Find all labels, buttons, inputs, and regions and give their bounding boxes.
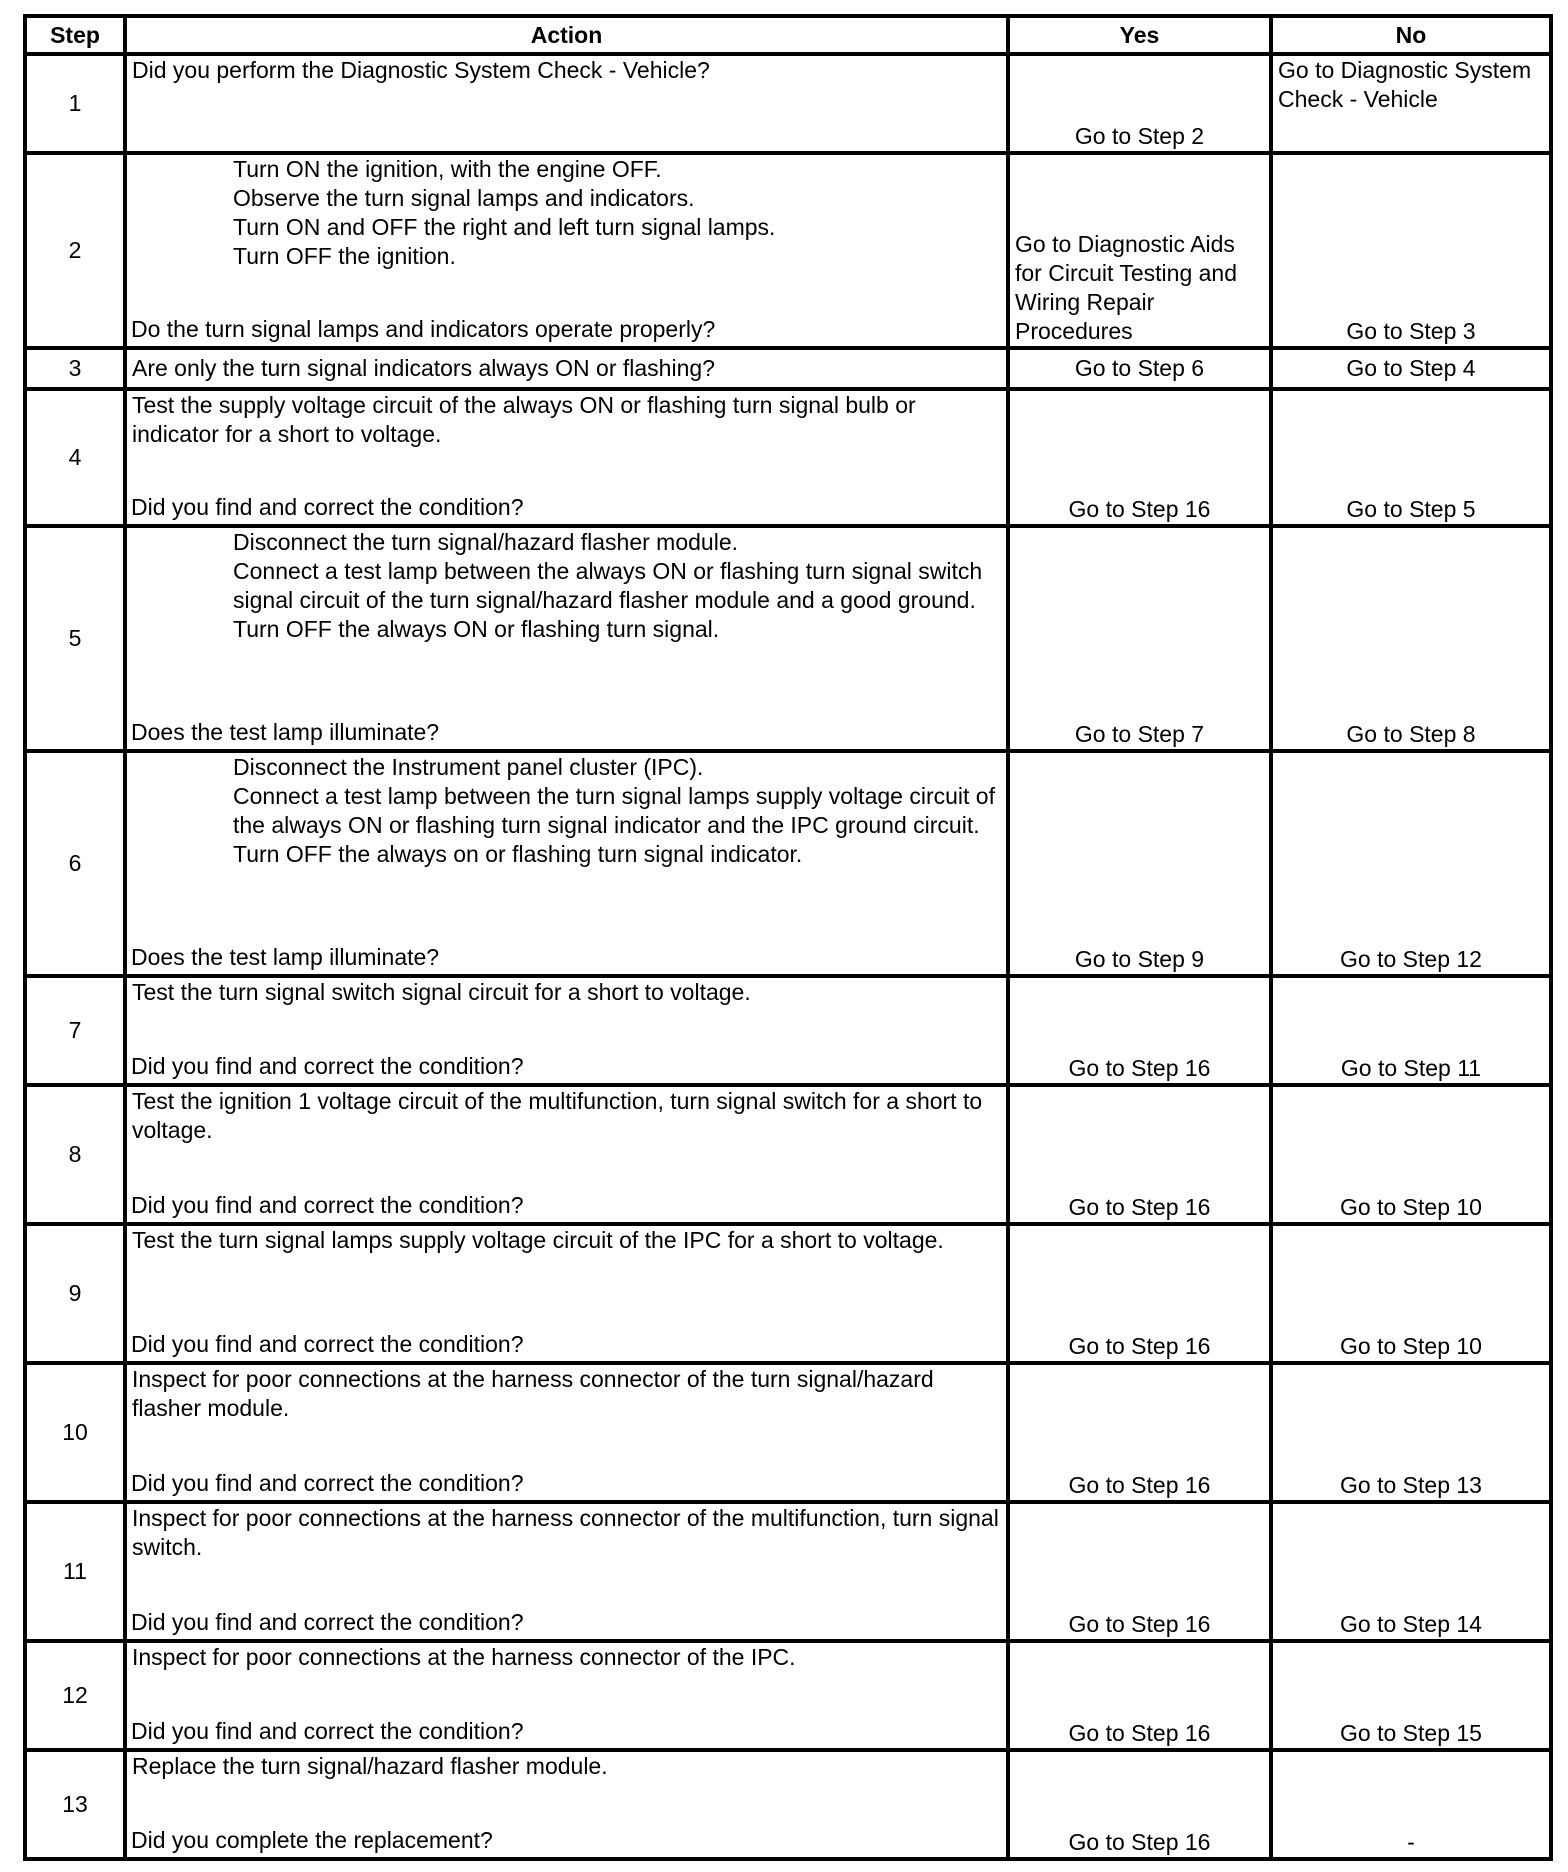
action-cell (125, 1641, 1008, 1750)
header-no: No (1271, 16, 1551, 54)
action-question: Did you perform the Diagnostic System Check - Vehicle? (132, 57, 710, 83)
table-row (25, 348, 1551, 389)
no-cell: Go to Step 8 (1271, 526, 1551, 751)
action-cell (125, 526, 1008, 751)
no-cell: Go to Step 5 (1271, 389, 1551, 526)
instruction-line: Connect a test lamp between the turn signal lamps supply voltage circuit of the always ON or flashing turn signal indicator and the IPC ground circuit. (233, 783, 995, 838)
yes-cell: Go to Step 16 (1008, 1750, 1271, 1859)
action-cell (125, 153, 1008, 348)
yes-cell: Go to Step 2 (1008, 54, 1271, 153)
yes-cell: Go to Diagnostic Aids for Circuit Testing and Wiring Repair Procedures (1008, 153, 1271, 348)
action-cell (125, 389, 1008, 526)
action-cell (125, 348, 1008, 389)
no-cell: Go to Step 13 (1271, 1363, 1551, 1502)
yes-cell: Go to Step 16 (1008, 389, 1271, 526)
action-text: Inspect for poor connections at the harness connector of the multifunction, turn signal switch. (132, 1505, 999, 1560)
action-question: Did you find and correct the condition? (131, 1053, 524, 1079)
table-row (25, 1363, 1551, 1502)
table-row (25, 153, 1551, 348)
action-question: Did you find and correct the condition? (131, 494, 524, 520)
table-row (25, 1224, 1551, 1363)
no-cell: Go to Step 12 (1271, 751, 1551, 976)
instruction-line: Observe the turn signal lamps and indicators. (233, 185, 695, 211)
step-number: 4 (25, 389, 125, 526)
instruction-line: Turn OFF the always ON or flashing turn signal. (233, 616, 720, 642)
instruction-line: Disconnect the turn signal/hazard flasher module. (233, 529, 739, 555)
header-yes: Yes (1008, 16, 1271, 54)
action-cell (125, 1224, 1008, 1363)
instruction-line: Connect a test lamp between the always ON or flashing turn signal switch signal circuit of the turn signal/hazard flasher module and a good ground. (233, 558, 983, 613)
table-row (25, 1641, 1551, 1750)
yes-cell: Go to Step 16 (1008, 976, 1271, 1085)
step-number: 12 (25, 1641, 125, 1750)
step-number: 13 (25, 1750, 125, 1859)
action-text: Replace the turn signal/hazard flasher module. (132, 1753, 608, 1779)
no-cell: Go to Step 3 (1271, 153, 1551, 348)
step-number: 11 (25, 1502, 125, 1641)
action-cell (125, 1085, 1008, 1224)
action-text: Test the turn signal switch signal circuit for a short to voltage. (132, 979, 751, 1005)
no-cell: Go to Step 14 (1271, 1502, 1551, 1641)
table-row (25, 1085, 1551, 1224)
action-question: Did you find and correct the condition? (131, 1470, 524, 1496)
no-cell: Go to Step 11 (1271, 976, 1551, 1085)
instruction-line: Turn ON the ignition, with the engine OFF. (233, 156, 662, 182)
step-number: 10 (25, 1363, 125, 1502)
header-action: Action (125, 16, 1008, 54)
step-number: 3 (25, 348, 125, 389)
no-cell: - (1271, 1750, 1551, 1859)
action-cell (125, 54, 1008, 153)
diagnostic-table (23, 14, 1553, 1861)
table-row (25, 526, 1551, 751)
action-cell (125, 1363, 1008, 1502)
action-question: Do the turn signal lamps and indicators operate properly? (131, 316, 716, 342)
table-row (25, 751, 1551, 976)
action-cell (125, 1750, 1008, 1859)
action-question: Did you find and correct the condition? (131, 1331, 524, 1357)
action-question: Did you find and correct the condition? (131, 1718, 524, 1744)
table-row (25, 976, 1551, 1085)
step-number: 6 (25, 751, 125, 976)
yes-cell: Go to Step 16 (1008, 1641, 1271, 1750)
yes-cell: Go to Step 16 (1008, 1502, 1271, 1641)
instruction-line: Turn ON and OFF the right and left turn signal lamps. (233, 214, 776, 240)
header-step: Step (25, 16, 125, 54)
no-cell: Go to Diagnostic System Check - Vehicle (1271, 54, 1551, 153)
yes-cell: Go to Step 16 (1008, 1363, 1271, 1502)
step-number: 5 (25, 526, 125, 751)
action-cell (125, 976, 1008, 1085)
action-question: Did you find and correct the condition? (131, 1609, 524, 1635)
table-row (25, 1750, 1551, 1859)
action-question: Does the test lamp illuminate? (131, 944, 440, 970)
action-text: Inspect for poor connections at the harness connector of the IPC. (132, 1644, 796, 1670)
action-text: Test the turn signal lamps supply voltage circuit of the IPC for a short to voltage. (132, 1227, 944, 1253)
step-number: 7 (25, 976, 125, 1085)
action-question: Did you complete the replacement? (131, 1827, 493, 1853)
no-cell: Go to Step 15 (1271, 1641, 1551, 1750)
yes-cell: Go to Step 7 (1008, 526, 1271, 751)
action-question: Did you find and correct the condition? (131, 1192, 524, 1218)
step-number: 8 (25, 1085, 125, 1224)
instruction-line: Disconnect the Instrument panel cluster (IPC). (233, 754, 704, 780)
table-row (25, 389, 1551, 526)
action-cell (125, 1502, 1008, 1641)
header-row (25, 16, 1551, 54)
action-text: Test the supply voltage circuit of the always ON or flashing turn signal bulb or indicator for a short to voltage. (132, 392, 916, 447)
yes-cell: Go to Step 16 (1008, 1085, 1271, 1224)
instruction-line: Turn OFF the always on or flashing turn signal indicator. (233, 841, 803, 867)
step-number: 2 (25, 153, 125, 348)
no-cell: Go to Step 10 (1271, 1085, 1551, 1224)
no-cell: Go to Step 4 (1271, 348, 1551, 389)
table-row (25, 1502, 1551, 1641)
yes-cell: Go to Step 16 (1008, 1224, 1271, 1363)
yes-cell: Go to Step 9 (1008, 751, 1271, 976)
action-question: Does the test lamp illuminate? (131, 719, 440, 745)
yes-cell: Go to Step 6 (1008, 348, 1271, 389)
step-number: 1 (25, 54, 125, 153)
action-text: Test the ignition 1 voltage circuit of the multifunction, turn signal switch for a short to voltage. (132, 1088, 983, 1143)
instruction-line: Turn OFF the ignition. (233, 243, 456, 269)
step-number: 9 (25, 1224, 125, 1363)
action-cell (125, 751, 1008, 976)
action-text: Inspect for poor connections at the harness connector of the turn signal/hazard flasher module. (132, 1366, 934, 1421)
table-row (25, 54, 1551, 153)
action-question: Are only the turn signal indicators always ON or flashing? (132, 355, 715, 381)
no-cell: Go to Step 10 (1271, 1224, 1551, 1363)
